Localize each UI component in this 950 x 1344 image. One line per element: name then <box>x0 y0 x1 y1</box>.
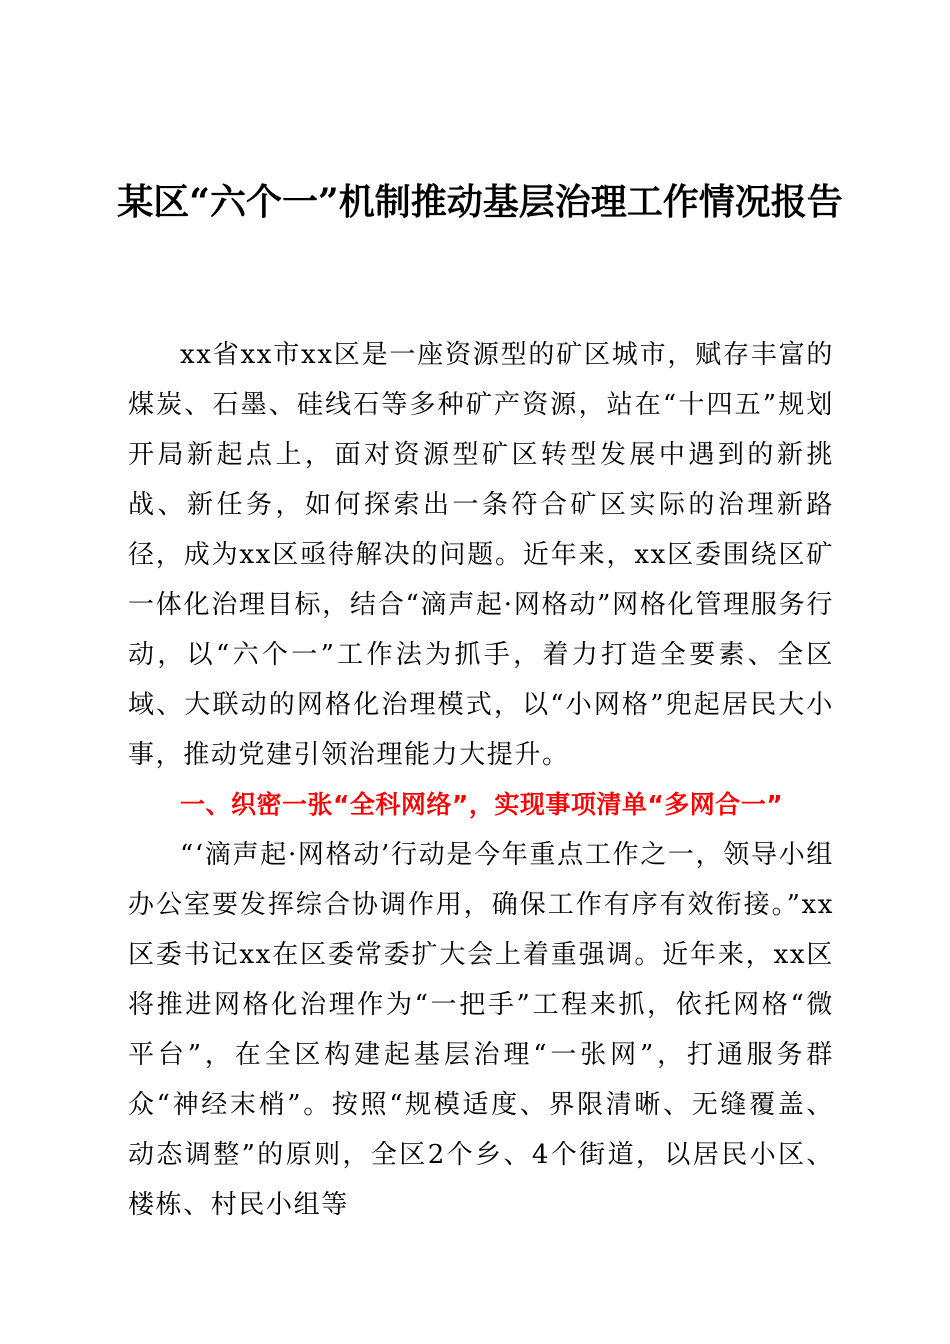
section-paragraph: “‘滴声起·网格动’行动是今年重点工作之一，领导小组办公室要发挥综合协调作用，确保工作有序有效衔接。”xx区委书记xx在区委常委扩大会上着重强调。近年来，xx区将推进网格化治理作为“一把手”工程来抓，依托网格“微平台”，在全区构建起基层治理“一张网”，打通服务群众“神经末梢”。按照“规模适度、界限清晰、无缝覆盖、动态调整”的原则，全区2个乡、4个街道，以居民小区、楼栋、村民小组等 <box>128 840 834 1220</box>
document-title: 某区“六个一”机制推动基层治理工作情况报告 <box>117 181 843 223</box>
section-heading: 一、织密一张“全科网络”，实现事项清单“多网合一” <box>180 790 784 819</box>
intro-paragraph: xx省xx市xx区是一座资源型的矿区城市，赋存丰富的煤炭、石墨、硅线石等多种矿产资源，站在“十四五”规划开局新起点上，面对资源型矿区转型发展中遇到的新挑战、新任务，如何探索出一条符合矿区实际的治理新路径，成为xx区亟待解决的问题。近年来，xx区委围绕区矿一体化治理目标，结合“滴声起·网格动”网格化管理服务行动，以“六个一”工作法为抓手，着力打造全要素、全区域、大联动的网格化治理模式，以“小网格”兜起居民大小事，推动党建引领治理能力大提升。 <box>128 340 834 770</box>
document-body <box>128 330 834 1230</box>
